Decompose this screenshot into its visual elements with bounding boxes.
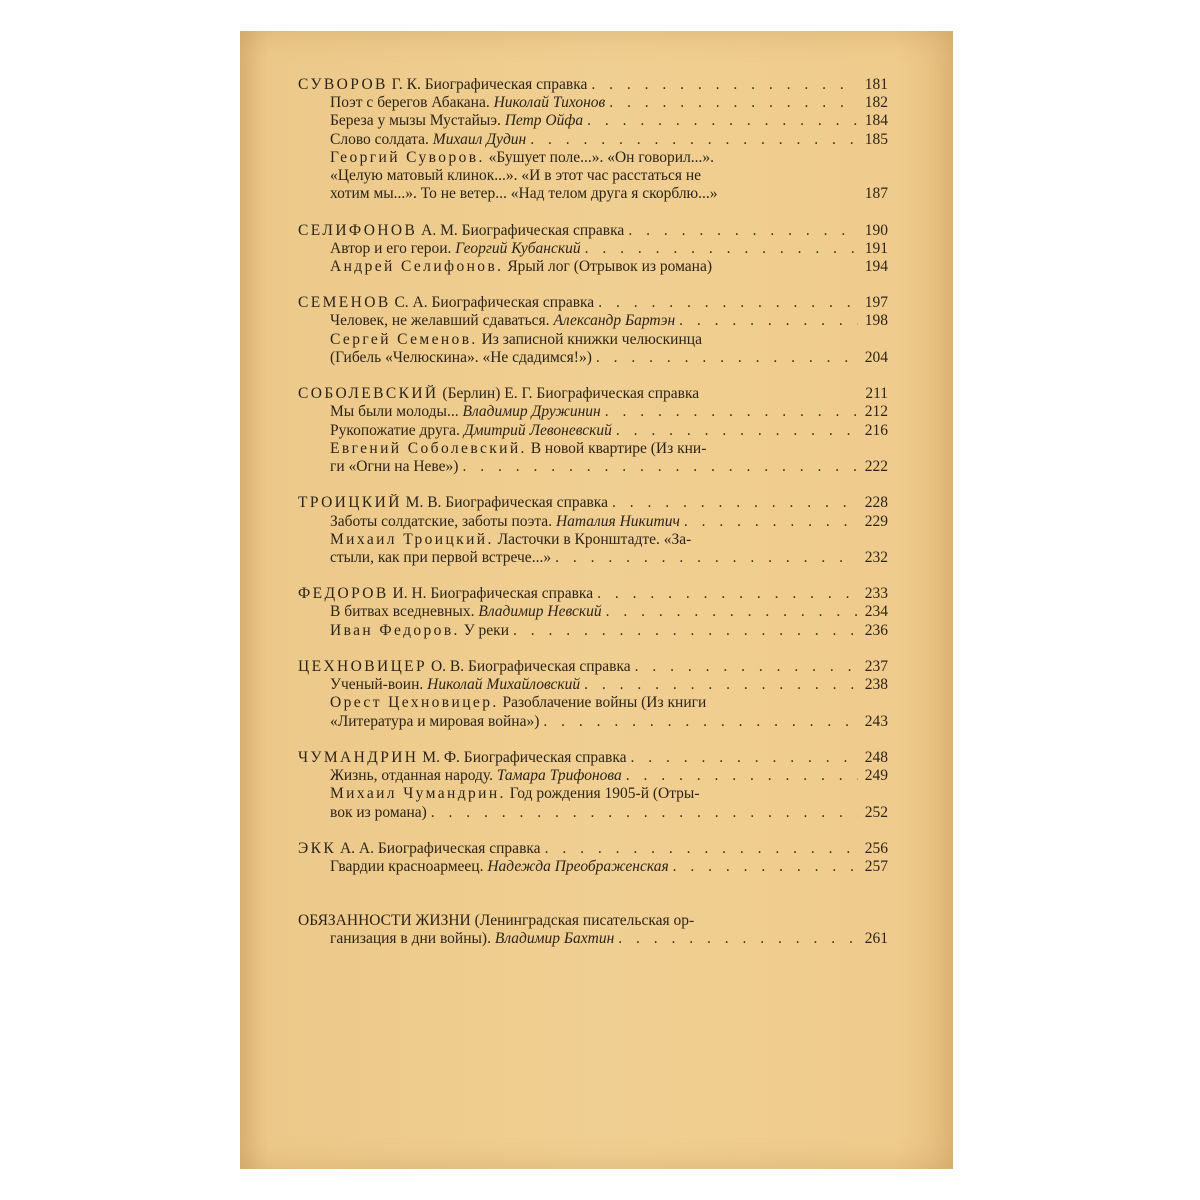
toc-entry-suvorov-works-3[interactable] <box>298 185 888 203</box>
entry-author: СЕМЕНОВ <box>298 294 391 312</box>
dot-leader <box>602 603 858 621</box>
entry-author: СУВОРОВ <box>298 76 388 93</box>
entry-text <box>298 840 541 858</box>
dot-leader <box>675 312 858 330</box>
entry-title: хотим мы...». То не ветер... «Над телом друга я скорблю...» <box>330 185 718 203</box>
entry-title: (Гибель «Челюскина». «Не сдадимся!») <box>330 348 592 366</box>
dot-leader <box>614 930 858 948</box>
page-number: 238 <box>864 676 888 694</box>
dot-leader <box>605 94 858 112</box>
page-number: 204 <box>864 348 888 366</box>
entry-title: С. А. Биографическая справка <box>390 294 595 312</box>
page-number: 236 <box>864 621 888 639</box>
entry-author: Орест Цехновицер. <box>330 694 499 712</box>
entry-by: Михаил Дудин <box>432 130 527 148</box>
entry-text <box>330 331 702 349</box>
page-number: 182 <box>864 94 888 112</box>
entry-author: ТРОИЦКИЙ <box>298 494 402 512</box>
toc-entry-ekk-gvardii[interactable] <box>298 858 888 876</box>
entry-text <box>330 622 509 640</box>
toc-entry-suvorov-bio[interactable] <box>298 76 888 94</box>
entry-text <box>330 858 669 876</box>
entry-by: Николай Тихонов <box>493 94 606 112</box>
dot-leader <box>583 112 858 130</box>
page-number: 185 <box>864 130 888 148</box>
page-number: 234 <box>864 603 888 621</box>
section-gap <box>298 276 888 294</box>
section-gap <box>298 640 888 658</box>
entry-text <box>330 94 605 112</box>
dot-leader <box>580 676 858 694</box>
page-number: 198 <box>864 312 888 330</box>
entry-title: Береза у мызы Мустайыэ. <box>330 112 505 130</box>
toc-entry-selifonov-works[interactable] <box>298 258 888 276</box>
toc-entry-suvorov-poet[interactable] <box>298 94 888 112</box>
entry-text <box>298 385 699 403</box>
page-number: 261 <box>864 930 888 948</box>
entry-title: ганизация в дни войны). <box>330 930 495 948</box>
entry-title: ОБЯЗАННОСТИ ЖИЗНИ (Ленинградская писательская ор- <box>298 912 695 930</box>
entry-title: Г. К. Биографическая справка <box>387 76 588 93</box>
section-gap <box>298 822 888 840</box>
toc-entry-chumandrin-zhizn[interactable] <box>298 767 888 785</box>
entry-title: стыли, как при первой встрече...» <box>330 548 552 566</box>
entry-title: Ласточки в Кронштадте. «За- <box>493 530 692 548</box>
entry-text <box>298 658 631 676</box>
toc-entry-suvorov-bereza[interactable] <box>298 112 888 130</box>
entry-by: Петр Ойфа <box>504 112 584 130</box>
toc-entry-selifonov-bio[interactable] <box>298 222 888 240</box>
page-number: 248 <box>864 748 888 766</box>
toc-entry-selifonov-avtor[interactable] <box>298 240 888 258</box>
toc-entry-troitsky-works-1[interactable] <box>298 531 888 549</box>
entry-by: Надежда Преображенская <box>487 858 669 876</box>
page-number: 256 <box>864 839 888 857</box>
entry-text <box>330 513 680 531</box>
dot-leader <box>581 240 858 258</box>
toc-entry-fedorov-works[interactable] <box>298 622 888 640</box>
page-number: 237 <box>864 658 888 675</box>
toc-entry-tsekhnovitser-bio[interactable] <box>298 658 888 676</box>
toc-entry-troitsky-bio[interactable] <box>298 494 888 512</box>
entry-title: Год рождения 1905-й (Отры- <box>505 785 700 803</box>
toc-entry-ekk-bio[interactable] <box>298 840 888 858</box>
entry-text <box>330 549 551 567</box>
entry-author: ФЕДОРОВ <box>298 585 389 603</box>
entry-by: Дмитрий Левоневский <box>463 421 612 439</box>
entry-text <box>298 912 694 930</box>
toc-entry-sobolevsky-rukopozhatie[interactable] <box>298 422 888 440</box>
table-of-contents <box>298 76 888 949</box>
entry-text <box>330 422 612 440</box>
entry-text <box>330 167 701 185</box>
toc-entry-suvorov-works-2[interactable] <box>298 167 888 185</box>
page-number: 232 <box>864 548 888 566</box>
page-number: 252 <box>864 803 888 821</box>
dot-leader <box>551 549 858 567</box>
entry-by: Тамара Трифонова <box>496 767 622 785</box>
page-number: 243 <box>864 712 888 730</box>
toc-entry-troitsky-zaboty[interactable] <box>298 513 888 531</box>
toc-entry-sobolevsky-works-2[interactable] <box>298 458 888 476</box>
entry-author: ЦЕХНОВИЦЕР <box>298 658 428 675</box>
entry-by: Владимир Невский <box>478 603 602 621</box>
dot-leader <box>593 585 858 603</box>
entry-text <box>330 531 691 549</box>
entry-text <box>330 694 706 712</box>
entry-text <box>330 804 427 822</box>
dot-leader <box>624 222 858 240</box>
entry-text <box>330 785 700 803</box>
dot-leader <box>458 458 858 476</box>
entry-title: Из записной книжки челюскинца <box>477 330 702 348</box>
entry-author: Михаил Чумандрин. <box>330 785 506 803</box>
entry-title: ги «Огни на Неве») <box>330 457 459 475</box>
toc-entry-semenov-chelovek[interactable] <box>298 312 888 330</box>
page-number: 229 <box>864 512 888 530</box>
toc-entry-semenov-works-1[interactable] <box>298 331 888 349</box>
entry-text <box>330 149 714 167</box>
entry-text <box>330 458 458 476</box>
entry-title: Разоблачение войны (Из книги <box>498 694 707 712</box>
entry-title: Ученый-воин. <box>330 676 428 694</box>
section-gap <box>298 367 888 385</box>
entry-author: Евгений Соболевский. <box>330 439 527 457</box>
entry-author: СОБОЛЕВСКИЙ <box>298 385 439 403</box>
toc-entry-tsekhnovitser-works-2[interactable] <box>298 713 888 731</box>
entry-text <box>298 494 608 512</box>
entry-title: «Целую матовый клинок...». «И в этот час расстаться не <box>330 166 702 184</box>
entry-title: О. В. Биографическая справка <box>427 658 631 675</box>
page-number: 187 <box>864 185 888 203</box>
entry-title: Поэт с берегов Абакана. <box>330 94 494 112</box>
entry-title: Рукопожатие друга. <box>330 421 464 439</box>
toc-entry-chumandrin-works-2[interactable] <box>298 804 888 822</box>
entry-by: Георгий Кубанский <box>455 239 581 257</box>
entry-title: И. Н. Биографическая справка <box>388 585 594 603</box>
entry-title: А. А. Биографическая справка <box>336 839 541 857</box>
toc-entry-fedorov-bitvy[interactable] <box>298 603 888 621</box>
entry-title: «Литература и мировая война») <box>330 712 540 730</box>
page-number: 228 <box>864 494 888 512</box>
entry-text <box>298 294 594 312</box>
entry-text <box>298 76 587 94</box>
toc-entry-sobolevsky-bio[interactable] <box>298 385 888 403</box>
toc-entry-tsekhnovitser-works-1[interactable] <box>298 694 888 712</box>
entry-title: Гвардии красноармеец. <box>330 858 488 876</box>
entry-title: вок из романа) <box>330 803 427 821</box>
dot-leader <box>622 767 858 785</box>
section-gap <box>298 203 888 221</box>
entry-title: «Бушует поле...». «Он говорил...». <box>484 148 715 166</box>
dot-leader <box>592 349 858 367</box>
entry-author: Георгий Суворов. <box>330 148 485 166</box>
page-number: 194 <box>864 257 888 275</box>
entry-title: Человек, не желавший сдаваться. <box>330 312 554 330</box>
toc-entry-suvorov-slovo[interactable] <box>298 131 888 149</box>
section-gap <box>298 731 888 749</box>
entry-title: М. В. Биографическая справка <box>401 494 608 512</box>
entry-text <box>330 112 583 130</box>
toc-entry-tsekhnovitser-voin[interactable] <box>298 676 888 694</box>
page-number: 216 <box>864 421 888 439</box>
entry-text <box>298 749 627 767</box>
toc-entry-fedorov-bio[interactable] <box>298 585 888 603</box>
toc-entry-semenov-works-2[interactable] <box>298 349 888 367</box>
page-number: 184 <box>864 112 888 130</box>
entry-text <box>330 312 675 330</box>
entry-text <box>330 185 718 203</box>
entry-title: В битвах вседневных. <box>330 603 479 621</box>
section-gap <box>298 876 888 912</box>
page-number: 257 <box>864 858 888 876</box>
dot-leader <box>539 713 858 731</box>
entry-title: Слово солдата. <box>330 130 433 148</box>
entry-title: Заботы солдатские, заботы поэта. <box>330 512 556 530</box>
entry-by: Владимир Бахтин <box>494 930 615 948</box>
entry-text <box>330 403 601 421</box>
page-number: 191 <box>864 239 888 257</box>
dot-leader <box>594 294 858 312</box>
section-gap <box>298 567 888 585</box>
entry-text <box>330 603 602 621</box>
toc-entry-sobolevsky-molody[interactable] <box>298 403 888 421</box>
page-number: 197 <box>864 294 888 312</box>
toc-entry-semenov-bio[interactable] <box>298 294 888 312</box>
dot-leader <box>601 403 858 421</box>
entry-text <box>330 713 539 731</box>
dot-leader <box>631 658 858 676</box>
entry-title: А. М. Биографическая справка <box>417 221 625 239</box>
dot-leader <box>526 131 858 149</box>
page-number: 212 <box>864 403 888 421</box>
page-number: 211 <box>865 385 888 403</box>
entry-title: Ярый лог (Отрывок из романа) <box>503 257 712 275</box>
entry-by: Владимир Дружинин <box>462 403 601 421</box>
entry-text <box>330 676 580 694</box>
entry-text <box>330 930 614 948</box>
entry-author: Михаил Троицкий. <box>330 530 494 548</box>
entry-by: Николай Михайловский <box>427 676 581 694</box>
page-number: 249 <box>864 767 888 785</box>
entry-text <box>330 349 592 367</box>
entry-text <box>330 258 712 276</box>
entry-text <box>330 240 581 258</box>
page-number: 233 <box>864 585 888 603</box>
dot-leader <box>608 494 858 512</box>
toc-entry-suvorov-works-1[interactable] <box>298 149 888 167</box>
entry-title: У реки <box>459 621 509 639</box>
entry-author: ЭКК <box>298 839 337 857</box>
toc-entry-chumandrin-bio[interactable] <box>298 749 888 767</box>
entry-title: М. Ф. Биографическая справка <box>418 748 627 766</box>
section-gap <box>298 476 888 494</box>
toc-entry-obyazannosti-1[interactable] <box>298 912 888 930</box>
entry-author: СЕЛИФОНОВ <box>298 221 418 239</box>
page-number: 181 <box>864 76 888 93</box>
toc-entry-obyazannosti-2[interactable] <box>298 930 888 948</box>
entry-author: Иван Федоров. <box>330 621 460 639</box>
entry-text <box>298 585 593 603</box>
dot-leader <box>427 804 858 822</box>
entry-text <box>330 440 706 458</box>
entry-author: ЧУМАНДРИН <box>298 748 419 766</box>
dot-leader <box>541 840 858 858</box>
page-number: 222 <box>864 457 888 475</box>
entry-title: Автор и его герои. <box>330 239 456 257</box>
dot-leader <box>587 76 858 94</box>
dot-leader <box>612 422 858 440</box>
entry-by: Александр Бартэн <box>553 312 676 330</box>
entry-text <box>330 131 526 149</box>
dot-leader <box>509 622 858 640</box>
dot-leader <box>680 513 858 531</box>
entry-by: Наталия Никитич <box>555 512 680 530</box>
toc-entry-chumandrin-works-1[interactable] <box>298 785 888 803</box>
entry-title: (Берлин) Е. Г. Биографическая справка <box>438 385 700 403</box>
toc-entry-sobolevsky-works-1[interactable] <box>298 440 888 458</box>
entry-author: Андрей Селифонов. <box>330 257 504 275</box>
entry-title: В новой квартире (Из кни- <box>526 439 707 457</box>
toc-entry-troitsky-works-2[interactable] <box>298 549 888 567</box>
entry-title: Мы были молоды... <box>330 403 463 421</box>
dot-leader <box>669 858 858 876</box>
dot-leader <box>627 749 859 767</box>
entry-text <box>298 222 624 240</box>
entry-author: Сергей Семенов. <box>330 330 478 348</box>
entry-title: Жизнь, отданная народу. <box>330 767 497 785</box>
page-number: 190 <box>864 221 888 239</box>
entry-text <box>330 767 622 785</box>
